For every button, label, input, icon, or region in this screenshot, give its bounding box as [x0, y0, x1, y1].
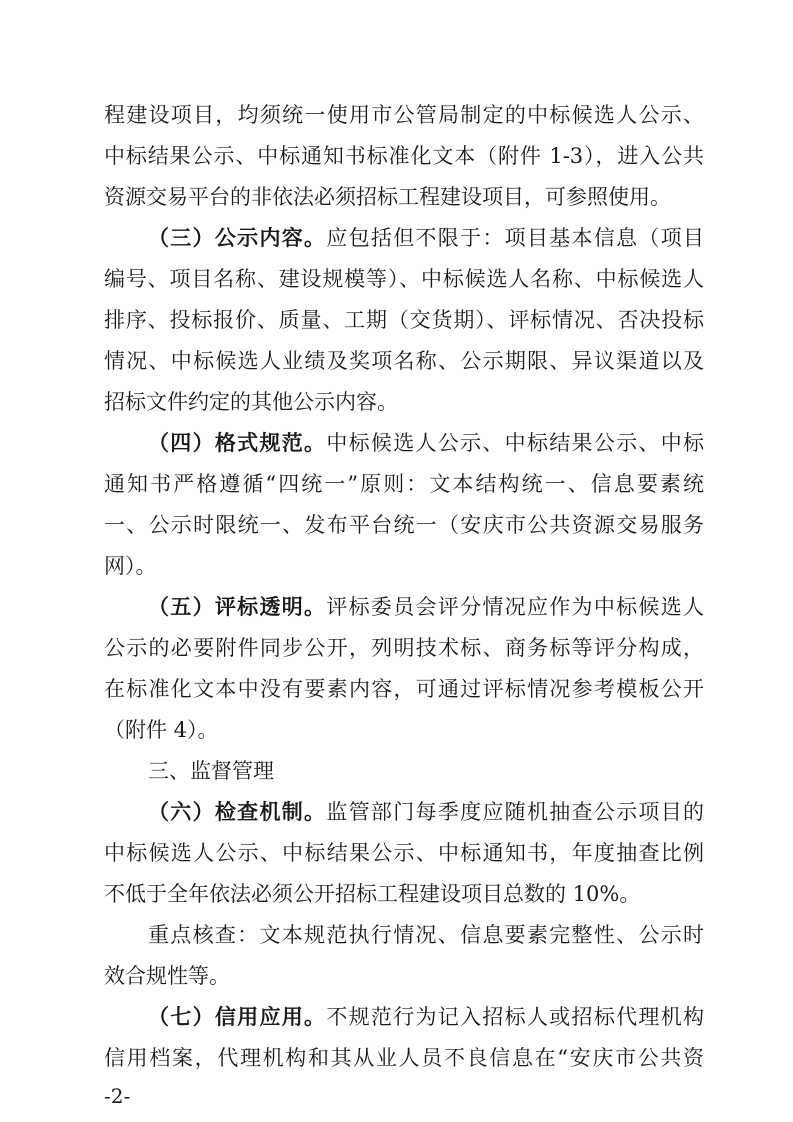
section-4-line: 网）。	[104, 554, 157, 578]
section-3-line: 编号、项目名称、建设规模等）、中标候选人名称、中标候选人	[104, 267, 704, 291]
section-6-first-line-text: 监管部门每季度应随机抽查公示项目的	[326, 800, 705, 824]
section-6-first-line	[148, 798, 704, 826]
key-check-line: 效合规性等。	[104, 964, 230, 988]
section-4-first-line-text: 中标候选人公示、中标结果公示、中标	[326, 431, 705, 455]
section-heading: 三、监督管理	[148, 759, 274, 783]
section-7-title: （七）信用应用。	[148, 1005, 327, 1029]
section-6-title: （六）检查机制。	[148, 800, 327, 824]
intro-line-3: 资源交易平台的非依法必须招标工程建设项目，可参照使用。	[104, 185, 671, 209]
page-number: -2-	[104, 1084, 131, 1108]
section-3-line: 排序、投标报价、质量、工期（交货期）、评标情况、否决投标	[104, 308, 704, 332]
intro-line-1: 程建设项目，均须统一使用市公管局制定的中标候选人公示、	[104, 103, 704, 127]
section-5-line: （附件 4）。	[104, 718, 219, 742]
section-4-first-line	[148, 429, 704, 457]
section-7-line: 信用档案，代理机构和其从业人员不良信息在“安庆市公共资	[104, 1046, 704, 1070]
section-3-line: 招标文件约定的其他公示内容。	[104, 390, 398, 414]
section-5-line: 公示的必要附件同步公开，列明技术标、商务标等评分构成，	[104, 636, 704, 660]
key-check-first-line: 重点核查：文本规范执行情况、信息要素完整性、公示时	[148, 923, 704, 947]
section-5-title: （五）评标透明。	[148, 595, 327, 619]
section-5-first-line-text: 评标委员会评分情况应作为中标候选人	[326, 595, 705, 619]
intro-line-2: 中标结果公示、中标通知书标准化文本（附件 1-3），进入公共	[104, 144, 704, 168]
section-7-first-line	[148, 1003, 704, 1031]
section-6-line: 中标候选人公示、中标结果公示、中标通知书，年度抽查比例	[104, 841, 704, 865]
section-5-line: 在标准化文本中没有要素内容，可通过评标情况参考模板公开	[104, 677, 704, 701]
section-4-title: （四）格式规范。	[148, 431, 327, 455]
section-4-line: 一、公示时限统一、发布平台统一（安庆市公共资源交易服务	[104, 513, 704, 537]
section-7-first-line-text: 不规范行为记入招标人或招标代理机构	[326, 1005, 705, 1029]
section-3-line: 情况、中标候选人业绩及奖项名称、公示期限、异议渠道以及	[104, 349, 704, 373]
section-5-first-line	[148, 593, 704, 621]
section-3-first-line	[148, 224, 704, 252]
section-6-line: 不低于全年依法必须公开招标工程建设项目总数的 10%。	[104, 882, 641, 906]
section-3-first-line-text: 应包括但不限于：项目基本信息（项目	[326, 226, 705, 250]
section-4-line: 通知书严格遵循“四统一”原则：文本结构统一、信息要素统	[104, 472, 704, 496]
section-3-title: （三）公示内容。	[148, 226, 327, 250]
